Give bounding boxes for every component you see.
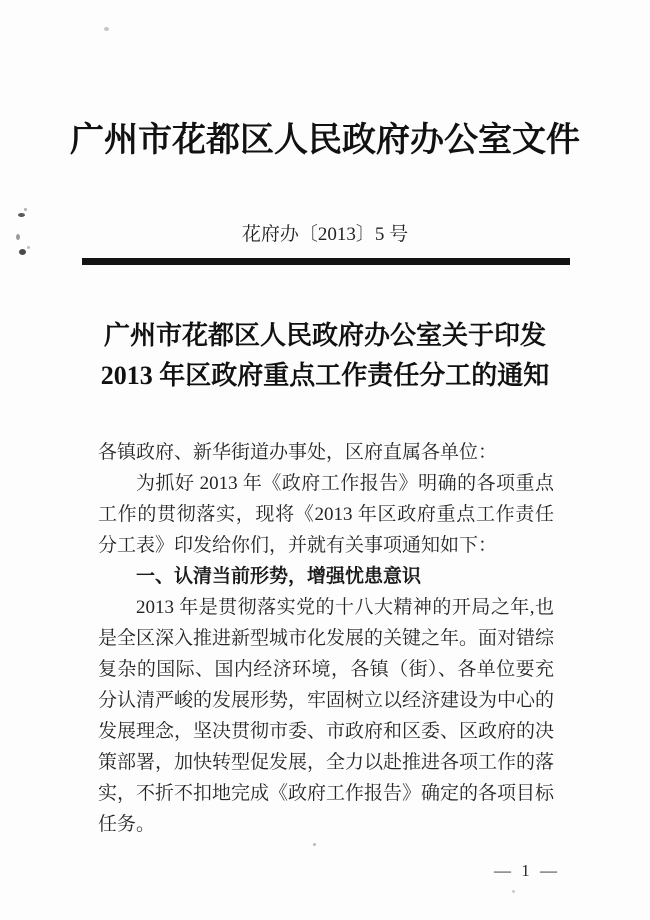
scan-speck: [24, 208, 27, 211]
section-1-paragraph: 2013 年是贯彻落实党的十八大精神的开局之年,也是全区深入推进新型城市化发展的关键之年。面对错综复杂的国际、国内经济环境，各镇（街）、各单位要充分认清严峻的发展形势，牢固树立以经济建设为中心的发展理念，坚决贯彻市委、市政府和区委、区政府的决策部署，加快转型促发展，全力以赴推进各项工作的落实，不折不扣地完成《政府工作报告》确定的各项目标任务。: [98, 597, 555, 835]
scan-speck: [104, 27, 109, 31]
document-body: [98, 437, 554, 840]
scan-speck: [19, 249, 26, 255]
org-title: 广州市花都区人民政府办公室文件: [70, 122, 580, 159]
header-rule: [82, 258, 570, 265]
scan-speck: [18, 213, 25, 217]
scan-speck: [512, 890, 515, 893]
scan-speck: [27, 246, 30, 249]
section-1-heading: 一、认清当前形势，增强忧患意识: [136, 566, 422, 587]
recipients-line: 各镇政府、新华街道办事处，区府直属各单位：: [98, 442, 498, 463]
scan-speck: [313, 843, 316, 846]
doc-number: 花府办〔2013〕5 号: [241, 224, 409, 245]
intro-paragraph: 为抓好 2013 年《政府工作报告》明确的各项重点工作的贯彻落实，现将《2013 年区政府重点工作责任分工表》印发给你们，并就有关事项通知如下：: [98, 473, 554, 556]
document-title-line1: 广州市花都区人民政府办公室关于印发: [103, 321, 546, 350]
page-number: — 1 —: [494, 861, 560, 880]
document-title: [0, 316, 650, 396]
document-title-line2: 2013 年区政府重点工作责任分工的通知: [100, 361, 550, 390]
